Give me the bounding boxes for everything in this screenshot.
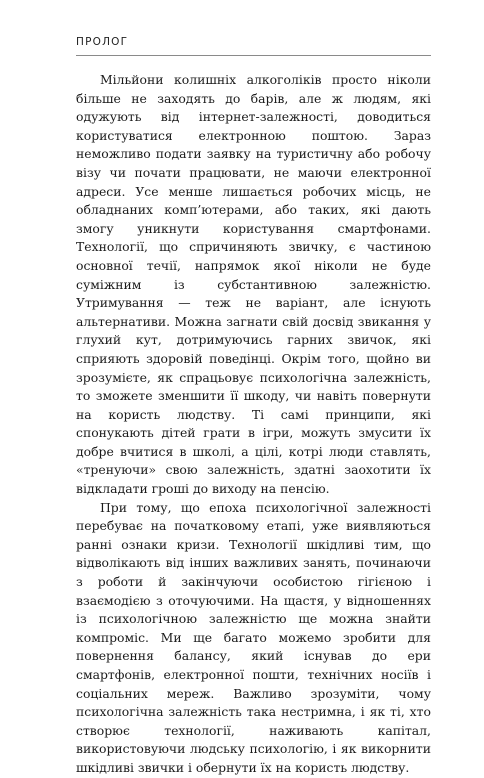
body-text xyxy=(76,71,431,778)
header-divider xyxy=(76,55,431,56)
paragraph-2: При тому, що епоха психологічної залежності перебуває на початковому етапі, уже виявляються ранні ознаки кризи. Технології шкідливі тим, що відволікають від інших важливих занять, починаючи з роботи й закінчуючи особистою гігієною і взаємодією з оточуючими. На щастя, у відношеннях із психологічною залежністю ще можна знайти компроміс. Ми ще багато можемо зробити для повернення балансу, який існував до ери смартфонів, електронної пошти, технічних носіїв і соціальних мереж. Важливо зрозуміти, чому психологічна залежність така нестримна, і як ті, хто створює технології, наживають капітал, використовуючи людську психологію, і як викорнити шкідливі звички і обернути їх на користь людству. xyxy=(76,499,431,775)
running-head-section-title: ПРОЛОГ xyxy=(76,36,129,48)
paragraph-1: Мільйони колишніх алкоголіків просто ніколи більше не заходять до барів, але ж людям, які одужують від інтернет-залежності, доводиться користуватися електронною поштою. Зараз неможливо подати заявку на туристичну або робочу візу чи почати працювати, не маючи електронної адреси. Усе менше лишається робочих місць, не обладнаних комп’ютерами, або таких, які дають змогу уникнути користування смартфонами. Технології, що спричиняють звичку, є частиною основної течії, напрямок якої ніколи не буде суміжним із субстантивною залежністю. Утримування — теж не варіант, але існують альтернативи. Можна загнати свій досвід звикання у глухий кут, дотримуючись гарних звичок, які сприяють здоровій поведінці. Окрім того, щойно ви зрозумієте, як спрацьовує психологічна залежність, то зможете зменшити її шкоду, чи навіть повернути на користь людству. Ті самі принципи, які спонукають дітей грати в ігри, можуть змусити їх добре вчитися в школі, а цілі, котрі люди ставлять, «тренуючи» свою залежність, здатні заохотити їх відкладати гроші до виходу на пенсію. xyxy=(76,72,431,497)
